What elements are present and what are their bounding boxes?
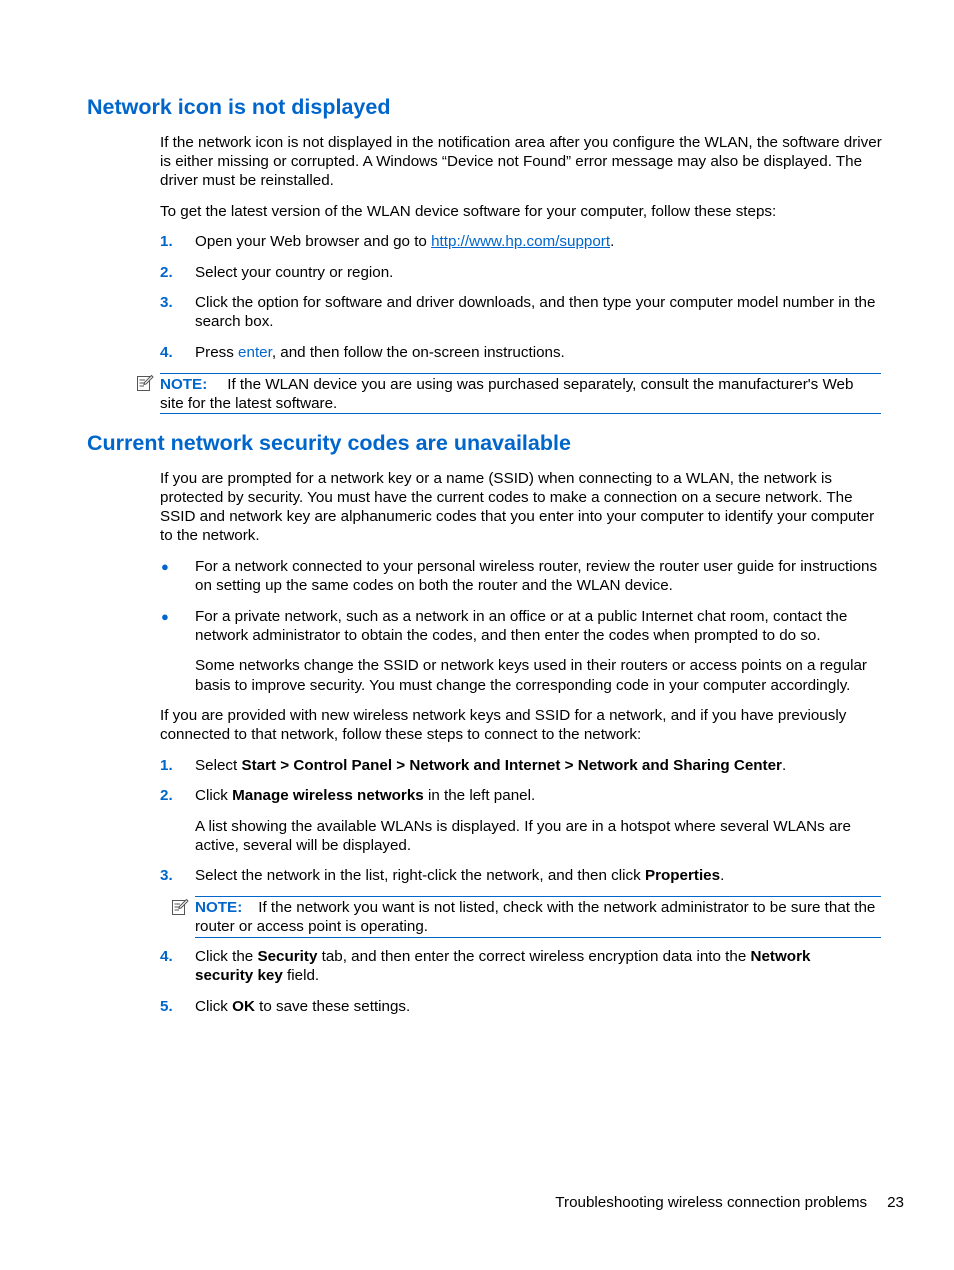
step-text-mid: tab, and then enter the correct wireless encryption data into the: [317, 948, 751, 965]
step-text: Click the option for software and driver downloads, and then type your computer model number in the search box.: [195, 294, 876, 330]
hp-support-link[interactable]: http://www.hp.com/support: [431, 233, 611, 250]
step-bold: Network security key: [195, 948, 811, 984]
step-bold: OK: [232, 998, 255, 1015]
step-text: Select the network in the list, right-click the network, and then click: [195, 867, 645, 884]
step-text: Select your country or region.: [195, 264, 394, 281]
enter-key-label: enter: [238, 344, 272, 361]
note-box: [160, 373, 881, 414]
step-text-end: in the left panel.: [423, 787, 536, 804]
step-text-end: field.: [282, 967, 320, 984]
step-text: Click: [195, 998, 233, 1015]
step-number: 1.: [160, 233, 173, 250]
step-text: Select: [195, 757, 242, 774]
paragraph: If the network icon is not displayed in the notification area after you configure the WLAN, the software driver is either missing or corrupted. A Windows “Device not Found” error message may also be displayed. The driver must be reinstalled.: [160, 134, 882, 189]
note-pencil-icon: [136, 374, 154, 392]
step-text: Click: [195, 787, 233, 804]
note-text: If the network you want is not listed, check with the network administrator to be sure that the router or access point is operating.: [195, 899, 876, 935]
step-text: Press: [195, 344, 239, 361]
step-number: 2.: [160, 264, 173, 281]
step-subparagraph: A list showing the available WLANs is displayed. If you are in a hotspot where several WLANs are active, several will be displayed.: [195, 818, 851, 854]
paragraph: If you are provided with new wireless network keys and SSID for a network, and if you have previously connected to that network, follow these steps to connect to the network:: [160, 707, 847, 743]
step-number: 5.: [160, 998, 173, 1015]
step-bold-path: Start > Control Panel > Network and Internet > Network and Sharing Center: [241, 757, 782, 774]
note-pencil-icon: [171, 898, 189, 916]
note-box: [195, 896, 881, 938]
bullet-dot-icon: ●: [161, 609, 169, 624]
section-title-security-codes: Current network security codes are unavailable: [87, 431, 571, 455]
step-number: 4.: [160, 948, 173, 965]
step-number: 2.: [160, 787, 173, 804]
step-number: 3.: [160, 294, 173, 311]
paragraph: To get the latest version of the WLAN device software for your computer, follow these steps:: [160, 203, 777, 220]
note-label: NOTE:: [160, 376, 208, 393]
step-text: Open your Web browser and go to: [195, 233, 432, 250]
step-bold: Security: [257, 948, 318, 965]
step-bold: Manage wireless networks: [232, 787, 424, 804]
step-number: 4.: [160, 344, 173, 361]
footer-title: Troubleshooting wireless connection problems: [555, 1194, 868, 1211]
bullet-text: For a private network, such as a network in an office or at a public Internet chat room, contact the network administrator to obtain the codes, and then enter the codes when prompted to do so.: [195, 608, 848, 644]
step-text-end: to save these settings.: [254, 998, 411, 1015]
note-label: NOTE:: [195, 899, 243, 916]
step-number: 1.: [160, 757, 173, 774]
bullet-dot-icon: ●: [161, 559, 169, 574]
step-text-end: .: [781, 757, 787, 774]
page-footer: [555, 1193, 904, 1212]
bullet-subparagraph: Some networks change the SSID or network keys used in their routers or access points on a regular basis to improve security. You must change the corresponding code in your computer accordingly.: [195, 657, 867, 694]
bullet-text: For a network connected to your personal wireless router, review the router user guide for instructions on setting up the same codes on both the router and the WLAN device.: [195, 558, 878, 594]
section-title-network-icon: Network icon is not displayed: [87, 95, 391, 119]
step-text-end: , and then follow the on-screen instructions.: [271, 344, 565, 361]
step-bold: Properties: [644, 867, 721, 884]
step-text: Click the: [195, 948, 258, 965]
step-number: 3.: [160, 867, 173, 884]
page-number: 23: [887, 1194, 904, 1211]
step-text-end: .: [720, 867, 725, 884]
paragraph: If you are prompted for a network key or a name (SSID) when connecting to a WLAN, the network is protected by security. You must have the current codes to make a connection on a secure network. The SSID and network key are alphanumeric codes that you enter into your computer to identify your computer to the network.: [160, 470, 875, 544]
step-text-end: .: [610, 233, 615, 250]
note-text: If the WLAN device you are using was purchased separately, consult the manufacturer's Web site for the latest software.: [160, 376, 854, 412]
